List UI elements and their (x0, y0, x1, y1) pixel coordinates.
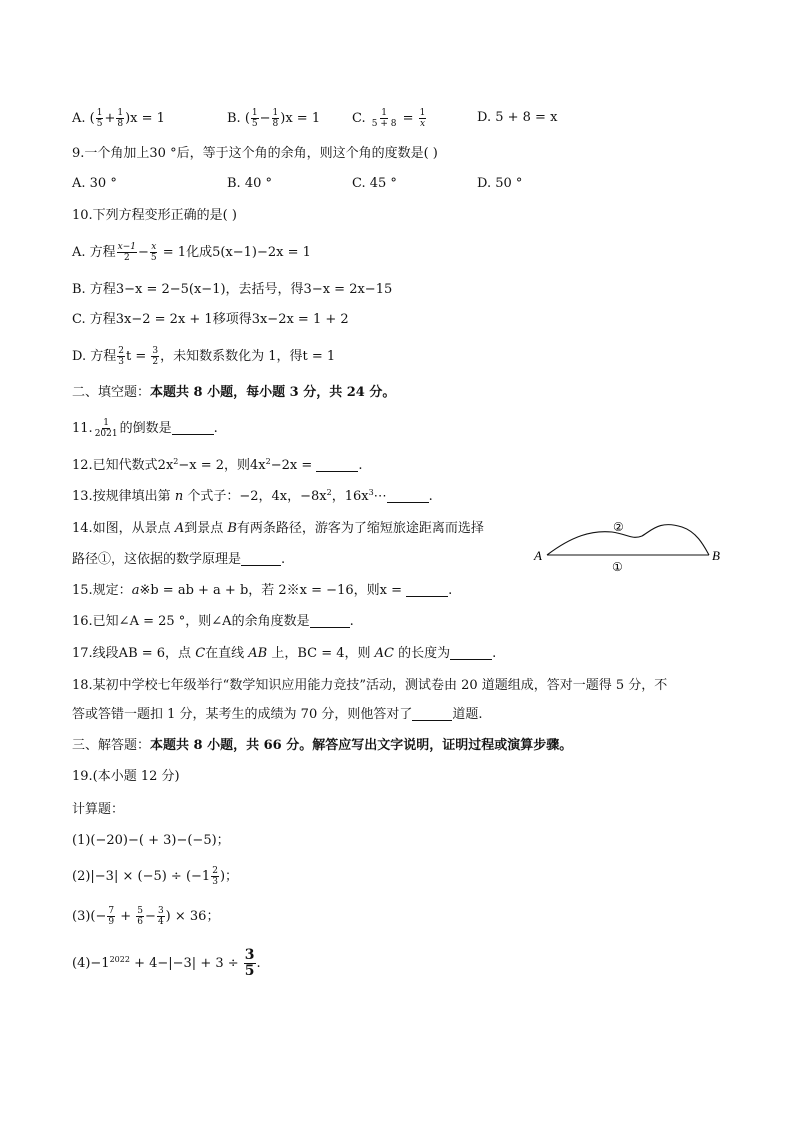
q9-option-c: C. 45 ° (352, 176, 397, 191)
fraction: $\frac{1}{5}$ (251, 108, 258, 129)
q10-option-b: B. 方程3−x = 2−5(x−1)，去括号，得3−x = 2x−15 (72, 282, 393, 297)
q8-options (72, 108, 732, 128)
answer-blank[interactable] (406, 582, 448, 597)
point-a-label: A (534, 548, 542, 563)
q9-stem: 9.一个角加上30 °后，等于这个角的余角，则这个角的度数是( ) (72, 146, 438, 161)
q10-option-a: A. 方程 $\frac{x-1}{2}$ − $\frac{x}{5}$ = 1化成5(x−1)−2x = 1 (72, 242, 311, 263)
answer-blank[interactable] (172, 420, 214, 435)
q14-line-1: 14.如图，从景点 A到景点 B有两条路径，游客为了缩短旅途距离而选择 (72, 521, 484, 536)
q18-line-1: 18.某初中学校七年级举行“数学知识应用能力竞技”活动，测试卷由 20 道题组成，答对一题得 5 分，不 (72, 678, 668, 693)
point-b-label: B (712, 548, 720, 563)
path-2-label: ② (613, 520, 624, 534)
fraction: $\frac{1}{5}$ (96, 108, 103, 129)
q16: 16.已知∠A = 25 °，则∠A的余角度数是 . (72, 614, 354, 629)
answer-blank[interactable] (412, 706, 452, 721)
q19-part-4: $(4)-1^{2022} + 4-|-3| + 3$ ÷ $\frac{3}{5}$ . (72, 947, 261, 979)
q12: 12.已知代数式$2x^2-x = 2$，则$4x^2-2x$ = . (72, 457, 363, 473)
fraction: $\frac{2}{3}$ (118, 346, 124, 367)
q15: 15.规定：a※b = ab + a + b，若 2※x = −16，则x = . (72, 583, 453, 598)
fraction: $\frac{5}{6}$ (137, 906, 144, 927)
q19-part-2: (2)|−3| × (−5) ÷ (−1 $\frac{2}{3}$ )； (72, 866, 239, 887)
q17: 17.线段AB = 6，点 C在直线 AB 上，BC = 4，则 AC 的长度为 . (72, 646, 497, 661)
fraction: $\frac{1}{x}$ (419, 108, 426, 129)
fraction: $\frac{1}{8}$ (117, 108, 124, 129)
fraction: $\frac{1}{2021}$ (94, 418, 118, 439)
fraction: $\frac{3}{4}$ (157, 906, 164, 927)
q8-option-c: C. $\frac{1}{5 + 8}$ = $\frac{1}{x}$ (352, 108, 426, 129)
q9-option-d: D. 50 ° (477, 176, 523, 191)
route-diagram (532, 516, 728, 572)
q18-line-2: 答或答错一题扣 1 分，某考生的成绩为 70 分，则他答对了 道题. (72, 707, 483, 722)
answer-blank[interactable] (310, 613, 350, 628)
fraction: $\frac{2}{3}$ (212, 866, 218, 887)
answer-blank[interactable] (450, 645, 492, 660)
q19-label: 计算题： (72, 802, 125, 817)
q9-options (72, 174, 732, 194)
q8-option-b: B. ( $\frac{1}{5}$ − $\frac{1}{8}$ )x = 1 (227, 108, 321, 129)
fraction: $\frac{x}{5}$ (150, 242, 157, 263)
fraction: $\frac{7}{9}$ (108, 906, 115, 927)
q19-part-3: (3)(− $\frac{7}{9}$ + $\frac{5}{6}$ − $\frac{3}{4}$ ) × 36； (72, 906, 220, 927)
q9-option-a: A. 30 ° (72, 176, 117, 191)
fraction: $\frac{1}{5 + 8}$ (371, 108, 397, 129)
section-3-heading: 三、解答题：本题共 8 小题，共 66 分。解答应写出文字说明，证明过程或演算步骤。 (72, 738, 573, 753)
q11: 11. $\frac{1}{2021}$ 的倒数是 . (72, 418, 218, 439)
q10-stem: 10.下列方程变形正确的是( ) (72, 208, 237, 223)
section-2-heading: 二、填空题：本题共 8 小题，每小题 3 分，共 24 分。 (72, 385, 396, 400)
q13: 13.按规律填出第 n 个式子：−2，4x，$-8x^2$，$16x^3\cdots$ . (72, 488, 433, 504)
q14-line-2: 路径①，这依据的数学原理是 . (72, 552, 286, 567)
q10-option-c: C. 方程3x−2 = 2x + 1移项得3x−2x = 1 + 2 (72, 312, 349, 327)
fraction: $\frac{1}{8}$ (272, 108, 279, 129)
q10-option-d: D. 方程 $\frac{2}{3}$ t = $\frac{3}{2}$ ，未知数系数化为 1，得t = 1 (72, 346, 336, 367)
answer-blank[interactable] (387, 488, 429, 503)
path-2-curve (547, 525, 709, 555)
fraction: $\frac{x-1}{2}$ (117, 242, 136, 263)
q8-option-a: A. ( $\frac{1}{5}$ + $\frac{1}{8}$ )x = 1 (72, 108, 165, 129)
answer-blank[interactable] (241, 551, 281, 566)
q19-title: 19.(本小题 12 分) (72, 769, 180, 784)
answer-blank[interactable] (316, 457, 358, 472)
fraction: $\frac{3}{2}$ (152, 346, 159, 367)
path-1-label: ① (612, 560, 623, 572)
q9-option-b: B. 40 ° (227, 176, 272, 191)
fraction: $\frac{3}{5}$ (244, 947, 255, 979)
q19-part-1: (1)(−20)−( + 3)−(−5)； (72, 833, 230, 848)
q8-option-d: D. 5 + 8 = x (477, 110, 558, 125)
